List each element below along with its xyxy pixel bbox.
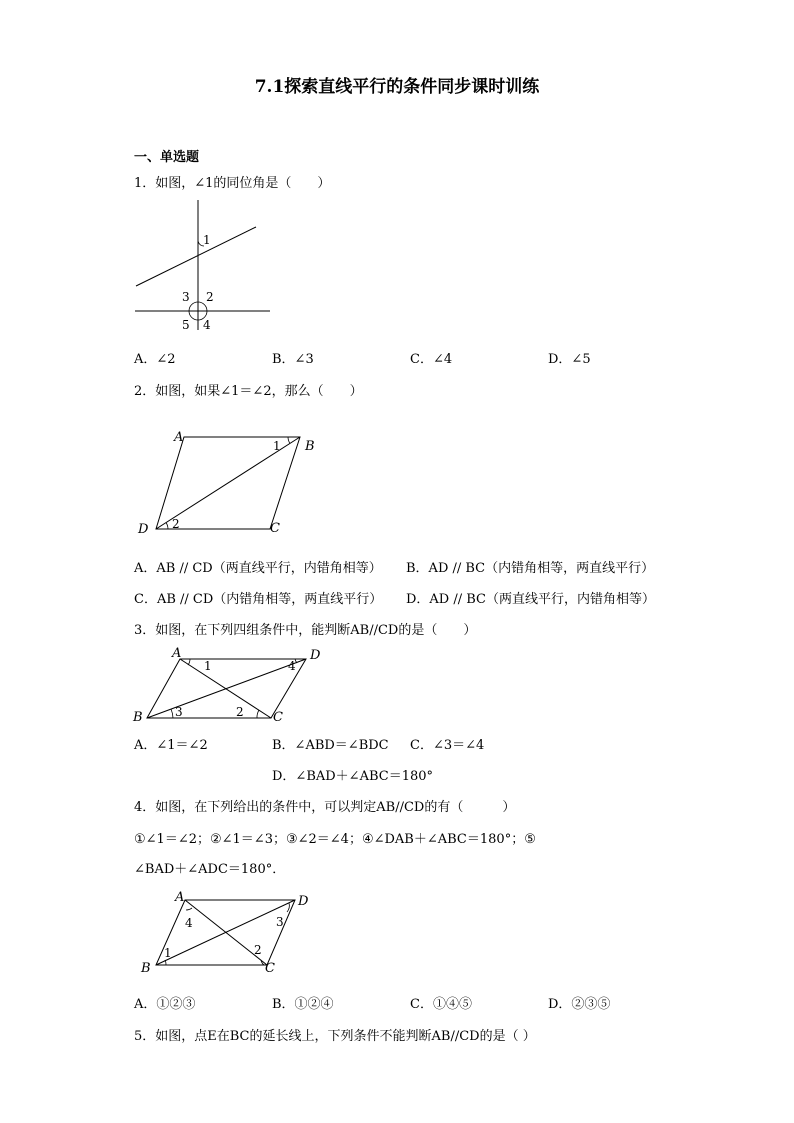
angle-2-arc xyxy=(257,710,259,718)
angle-label-1: 1 xyxy=(273,439,281,453)
angle-label-5: 5 xyxy=(182,318,190,332)
angle-label-4: 4 xyxy=(203,318,211,332)
q2-option-a: A．AB // CD（两直线平行，内错角相等） xyxy=(134,561,382,576)
question-4-conditions-line-1: ①∠1＝∠2；②∠1＝∠3；③∠2＝∠4；④∠DAB＋∠ABC＝180°；⑤ xyxy=(134,832,536,847)
question-2-figure xyxy=(130,425,330,540)
angle-3-arc xyxy=(287,903,289,912)
angle-label-4: 4 xyxy=(185,916,193,930)
q1-option-b: B．∠3 xyxy=(272,352,314,367)
q3-option-a: A．∠1＝∠2 xyxy=(134,738,208,753)
q2-option-d: D．AD // BC（两直线平行，内错角相等） xyxy=(406,592,655,607)
q4-option-c: C．①④⑤ xyxy=(410,997,472,1012)
point-label-b: B xyxy=(305,439,315,454)
q3-option-b: B．∠ABD＝∠BDC xyxy=(272,738,389,753)
q2-option-c: C．AB // CD（内错角相等，两直线平行） xyxy=(134,592,383,607)
q4-option-a: A．①②③ xyxy=(134,997,196,1012)
angle-label-3: 3 xyxy=(182,290,190,304)
q1-option-c: C．∠4 xyxy=(410,352,453,367)
point-label-a: A xyxy=(172,646,182,661)
q1-option-d: D．∠5 xyxy=(548,352,591,367)
question-3-figure xyxy=(130,643,330,728)
point-label-c: C xyxy=(273,710,283,725)
point-label-c: C xyxy=(270,521,280,536)
point-label-d: D xyxy=(138,522,149,537)
question-5-stem: 5．如图，点E在BC的延长线上，下列条件不能判断AB//CD的是（ ） xyxy=(134,1029,536,1044)
angle-label-2: 2 xyxy=(254,943,262,957)
page-title: 7.1探索直线平行的条件同步课时训练 xyxy=(254,77,540,97)
point-label-a: A xyxy=(175,890,185,905)
angle-2-arc xyxy=(166,523,168,530)
angle-label-1: 1 xyxy=(203,233,211,247)
question-4-figure xyxy=(130,890,320,980)
angle-label-1: 1 xyxy=(204,659,212,673)
q1-option-a: A．∠2 xyxy=(134,352,176,367)
q4-option-b: B．①②④ xyxy=(272,997,334,1012)
question-4-stem: 4．如图，在下列给出的条件中，可以判定AB//CD的有（ ） xyxy=(134,800,516,815)
angle-3-arc xyxy=(171,709,173,718)
angle-label-3: 3 xyxy=(276,915,284,929)
angle-label-2: 2 xyxy=(236,705,244,719)
angle-4-arc xyxy=(186,908,192,910)
q3-option-d: D．∠BAD＋∠ABC＝180° xyxy=(272,769,434,784)
point-label-a: A xyxy=(174,430,184,445)
section-heading: 一、单选题 xyxy=(134,150,200,165)
point-label-d: D xyxy=(310,648,321,663)
angle-label-1: 1 xyxy=(164,946,172,960)
question-1-stem: 1．如图，∠1的同位角是（ ） xyxy=(134,176,331,191)
question-3-stem: 3．如图，在下列四组条件中，能判断AB//CD的是（ ） xyxy=(134,623,477,638)
angle-label-3: 3 xyxy=(175,705,183,719)
question-4-conditions-line-2: ∠BAD＋∠ADC＝180°． xyxy=(134,862,286,877)
angle-label-4: 4 xyxy=(288,659,296,673)
angle-label-2: 2 xyxy=(206,290,214,304)
point-label-b: B xyxy=(141,961,151,976)
point-label-d: D xyxy=(298,894,309,909)
diagonal-bd xyxy=(156,900,295,965)
question-1-figure xyxy=(120,195,280,335)
slanted-line xyxy=(136,227,256,286)
point-label-c: C xyxy=(265,961,275,976)
q3-option-c: C．∠3＝∠4 xyxy=(410,738,485,753)
angle-label-2: 2 xyxy=(172,517,180,531)
question-2-stem: 2．如图，如果∠1＝∠2，那么（ ） xyxy=(134,384,363,399)
point-label-b: B xyxy=(133,710,143,725)
angle-1-arc xyxy=(288,437,290,444)
q4-option-d: D．②③⑤ xyxy=(548,997,611,1012)
angle-1-arc xyxy=(188,659,190,665)
q2-option-b: B．AD // BC（内错角相等，两直线平行） xyxy=(406,561,655,576)
